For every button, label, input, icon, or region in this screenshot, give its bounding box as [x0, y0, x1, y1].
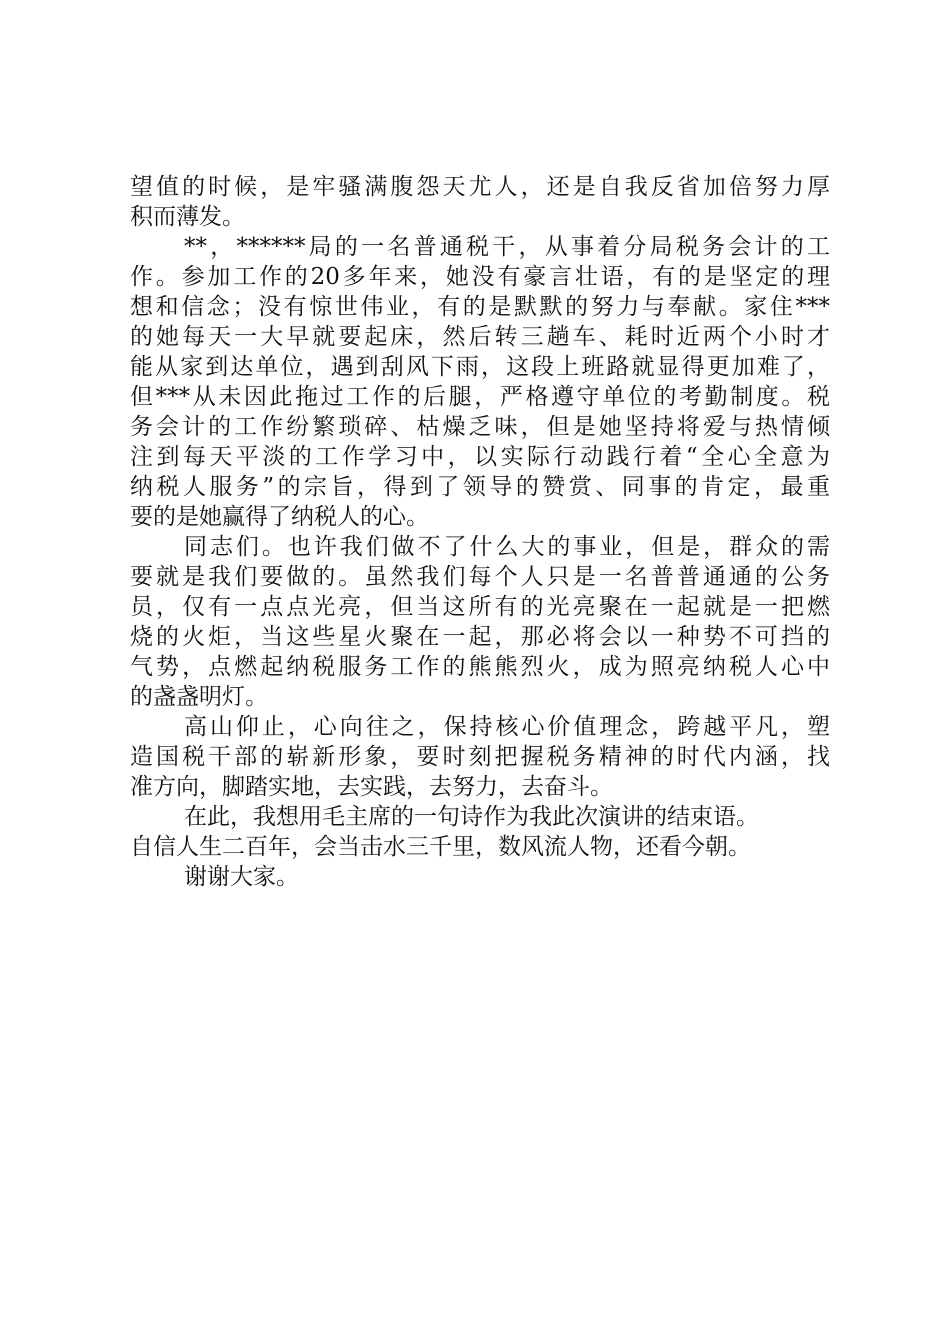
- text-line: 望值的时候，是牢骚满腹怨天尤人，还是自我反省加倍努力厚: [130, 174, 830, 200]
- text-line: 但***从未因此拖过工作的后腿，严格遵守单位的考勤制度。税: [130, 384, 830, 410]
- text-line: 员，仅有一点点光亮，但当这所有的光亮聚在一起就是一把燃: [130, 594, 830, 620]
- paragraph: [130, 532, 830, 712]
- text-line: 气势，点燃起纳税服务工作的熊熊烈火，成为照亮纳税人心中: [130, 654, 830, 680]
- text-line: 想和信念；没有惊世伟业，有的是默默的努力与奉献。家住***: [130, 294, 830, 320]
- text-line: 的她每天一大早就要起床，然后转三趟车、耗时近两个小时才: [130, 324, 830, 350]
- text-line: 准方向，脚踏实地，去实践，去努力，去奋斗。: [130, 774, 613, 800]
- text-line: **，******局的一名普通税干，从事着分局税务会计的工: [184, 234, 830, 260]
- document-body: [130, 172, 830, 892]
- text-line: 能从家到达单位，遇到刮风下雨，这段上班路就显得更加难了，: [130, 354, 830, 380]
- text-line: 注到每天平淡的工作学习中，以实际行动践行着“全心全意为: [130, 444, 830, 470]
- paragraph: [130, 232, 830, 532]
- text-line: 要的是她赢得了纳税人的心。: [130, 504, 429, 530]
- text-line: 造国税干部的崭新形象，要时刻把握税务精神的时代内涵，找: [130, 744, 830, 770]
- text-line: 在此，我想用毛主席的一句诗作为我此次演讲的结束语。: [184, 804, 759, 830]
- paragraph: [130, 172, 830, 232]
- text-line: 烧的火炬，当这些星火聚在一起，那必将会以一种势不可挡的: [130, 624, 830, 650]
- text-line: 要就是我们要做的。虽然我们每个人只是一名普普通通的公务: [130, 564, 830, 590]
- paragraph: [130, 862, 830, 892]
- text-line: 谢谢大家。: [184, 864, 299, 890]
- text-line: 高山仰止，心向往之，保持核心价值理念，跨越平凡，塑: [184, 714, 830, 740]
- text-line: 纳税人服务”的宗旨，得到了领导的赞赏、同事的肯定，最重: [130, 474, 830, 500]
- paragraph: [130, 802, 830, 862]
- text-line: 自信人生二百年，会当击水三千里，数风流人物，还看今朝。: [130, 834, 751, 860]
- text-line: 积而薄发。: [130, 204, 245, 230]
- text-line: 务会计的工作纷繁琐碎、枯燥乏味，但是她坚持将爱与热情倾: [130, 414, 830, 440]
- text-line: 作。参加工作的20多年来，她没有豪言壮语，有的是坚定的理: [130, 264, 830, 290]
- paragraph: [130, 712, 830, 802]
- text-line: 同志们。也许我们做不了什么大的事业，但是，群众的需: [184, 534, 830, 560]
- text-line: 的盏盏明灯。: [130, 684, 268, 710]
